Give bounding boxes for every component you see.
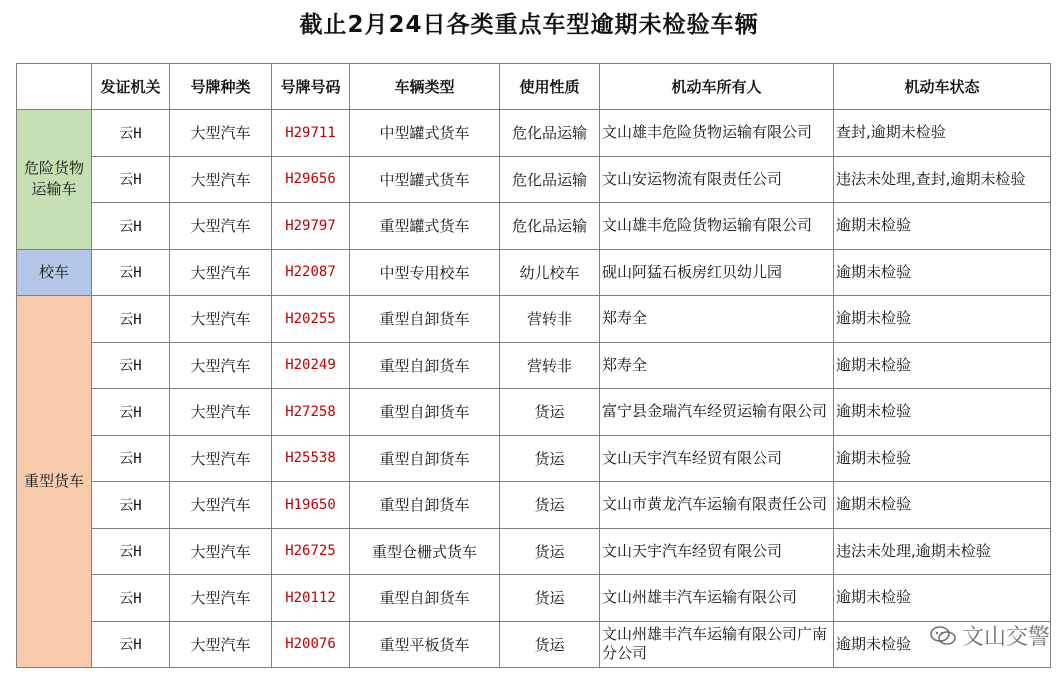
plate-type-cell: 大型汽车 (170, 342, 272, 389)
vehicle-type-cell: 中型罐式货车 (350, 110, 500, 157)
plate-number-cell: H27258 (272, 389, 350, 436)
status-cell: 逾期未检验 (834, 482, 1051, 529)
header-cell: 机动车所有人 (600, 64, 834, 110)
owner-cell: 文山天宇汽车经贸有限公司 (600, 435, 834, 482)
owner-cell: 郑寿全 (600, 296, 834, 343)
status-cell: 逾期未检验 (834, 203, 1051, 250)
plate-type-cell: 大型汽车 (170, 249, 272, 296)
plate-type-cell: 大型汽车 (170, 575, 272, 622)
category-heavy: 重型货车 (17, 296, 92, 668)
owner-cell: 文山市黄龙汽车运输有限责任公司 (600, 482, 834, 529)
header-cell: 号牌号码 (272, 64, 350, 110)
plate-number-cell: H20255 (272, 296, 350, 343)
wechat-icon (930, 626, 956, 646)
plate-type-cell: 大型汽车 (170, 482, 272, 529)
vehicle-type-cell: 重型自卸货车 (350, 342, 500, 389)
status-cell: 逾期未检验 (834, 389, 1051, 436)
table-row (17, 621, 1051, 668)
category-danger: 危险货物运输车 (17, 110, 92, 250)
issuing-office-cell: 云H (92, 482, 170, 529)
owner-cell: 砚山阿猛石板房红贝幼儿园 (600, 249, 834, 296)
plate-type-cell: 大型汽车 (170, 621, 272, 668)
issuing-office-cell: 云H (92, 296, 170, 343)
vehicle-type-cell: 重型平板货车 (350, 621, 500, 668)
issuing-office-cell: 云H (92, 575, 170, 622)
table-row (17, 342, 1051, 389)
usage-cell: 货运 (500, 621, 600, 668)
owner-cell: 文山安运物流有限责任公司 (600, 156, 834, 203)
table-row (17, 296, 1051, 343)
vehicle-type-cell: 中型专用校车 (350, 249, 500, 296)
status-cell: 逾期未检验 (834, 296, 1051, 343)
page-title: 截止2月24日各类重点车型逾期未检验车辆 (299, 12, 759, 38)
vehicle-type-cell: 重型自卸货车 (350, 389, 500, 436)
plate-number-cell: H29656 (272, 156, 350, 203)
plate-type-cell: 大型汽车 (170, 156, 272, 203)
issuing-office-cell: 云H (92, 528, 170, 575)
table-row (17, 249, 1051, 296)
status-cell: 违法未处理,查封,逾期未检验 (834, 156, 1051, 203)
owner-cell: 文山州雄丰汽车运输有限公司广南分公司 (600, 621, 834, 668)
issuing-office-cell: 云H (92, 621, 170, 668)
plate-type-cell: 大型汽车 (170, 528, 272, 575)
vehicle-table (16, 63, 1051, 668)
usage-cell: 幼儿校车 (500, 249, 600, 296)
issuing-office-cell: 云H (92, 110, 170, 157)
plate-number-cell: H20112 (272, 575, 350, 622)
table-row (17, 203, 1051, 250)
status-cell: 查封,逾期未检验 (834, 110, 1051, 157)
plate-type-cell: 大型汽车 (170, 435, 272, 482)
plate-number-cell: H25538 (272, 435, 350, 482)
vehicle-type-cell: 重型自卸货车 (350, 482, 500, 529)
usage-cell: 营转非 (500, 296, 600, 343)
watermark (930, 620, 1050, 651)
header-cell: 使用性质 (500, 64, 600, 110)
usage-cell: 危化品运输 (500, 203, 600, 250)
plate-type-cell: 大型汽车 (170, 389, 272, 436)
owner-cell: 文山天宇汽车经贸有限公司 (600, 528, 834, 575)
vehicle-type-cell: 重型仓栅式货车 (350, 528, 500, 575)
usage-cell: 货运 (500, 575, 600, 622)
vehicle-type-cell: 中型罐式货车 (350, 156, 500, 203)
plate-type-cell: 大型汽车 (170, 110, 272, 157)
issuing-office-cell: 云H (92, 249, 170, 296)
table-row (17, 110, 1051, 157)
table-row (17, 435, 1051, 482)
issuing-office-cell: 云H (92, 342, 170, 389)
header-cell: 号牌种类 (170, 64, 272, 110)
plate-number-cell: H20076 (272, 621, 350, 668)
table-row (17, 528, 1051, 575)
issuing-office-cell: 云H (92, 435, 170, 482)
usage-cell: 营转非 (500, 342, 600, 389)
plate-type-cell: 大型汽车 (170, 296, 272, 343)
plate-type-cell: 大型汽车 (170, 203, 272, 250)
vehicle-type-cell: 重型自卸货车 (350, 435, 500, 482)
header-cell: 发证机关 (92, 64, 170, 110)
usage-cell: 货运 (500, 482, 600, 529)
plate-number-cell: H29711 (272, 110, 350, 157)
usage-cell: 货运 (500, 389, 600, 436)
table-body (17, 110, 1051, 668)
status-cell: 逾期未检验 (834, 249, 1051, 296)
owner-cell: 富宁县金瑞汽车经贸运输有限公司 (600, 389, 834, 436)
usage-cell: 货运 (500, 435, 600, 482)
category-school: 校车 (17, 249, 92, 296)
header-row (17, 64, 1051, 110)
plate-number-cell: H19650 (272, 482, 350, 529)
watermark-text: 文山交警 (961, 625, 1050, 650)
owner-cell: 文山雄丰危险货物运输有限公司 (600, 203, 834, 250)
issuing-office-cell: 云H (92, 156, 170, 203)
issuing-office-cell: 云H (92, 389, 170, 436)
issuing-office-cell: 云H (92, 203, 170, 250)
status-cell: 违法未处理,逾期未检验 (834, 528, 1051, 575)
plate-number-cell: H22087 (272, 249, 350, 296)
vehicle-type-cell: 重型自卸货车 (350, 296, 500, 343)
header-cell: 机动车状态 (834, 64, 1051, 110)
header-category (17, 64, 92, 110)
status-cell: 逾期未检验 (834, 435, 1051, 482)
usage-cell: 危化品运输 (500, 156, 600, 203)
status-cell: 逾期未检验 (834, 342, 1051, 389)
vehicle-type-cell: 重型罐式货车 (350, 203, 500, 250)
header-cell: 车辆类型 (350, 64, 500, 110)
owner-cell: 文山雄丰危险货物运输有限公司 (600, 110, 834, 157)
plate-number-cell: H20249 (272, 342, 350, 389)
usage-cell: 危化品运输 (500, 110, 600, 157)
status-cell: 逾期未检验 (834, 621, 1051, 668)
usage-cell: 货运 (500, 528, 600, 575)
table-row (17, 575, 1051, 622)
plate-number-cell: H29797 (272, 203, 350, 250)
vehicle-type-cell: 重型自卸货车 (350, 575, 500, 622)
table-row (17, 156, 1051, 203)
plate-number-cell: H26725 (272, 528, 350, 575)
owner-cell: 郑寿全 (600, 342, 834, 389)
status-cell: 逾期未检验 (834, 575, 1051, 622)
table-row (17, 482, 1051, 529)
owner-cell: 文山州雄丰汽车运输有限公司 (600, 575, 834, 622)
table-row (17, 389, 1051, 436)
